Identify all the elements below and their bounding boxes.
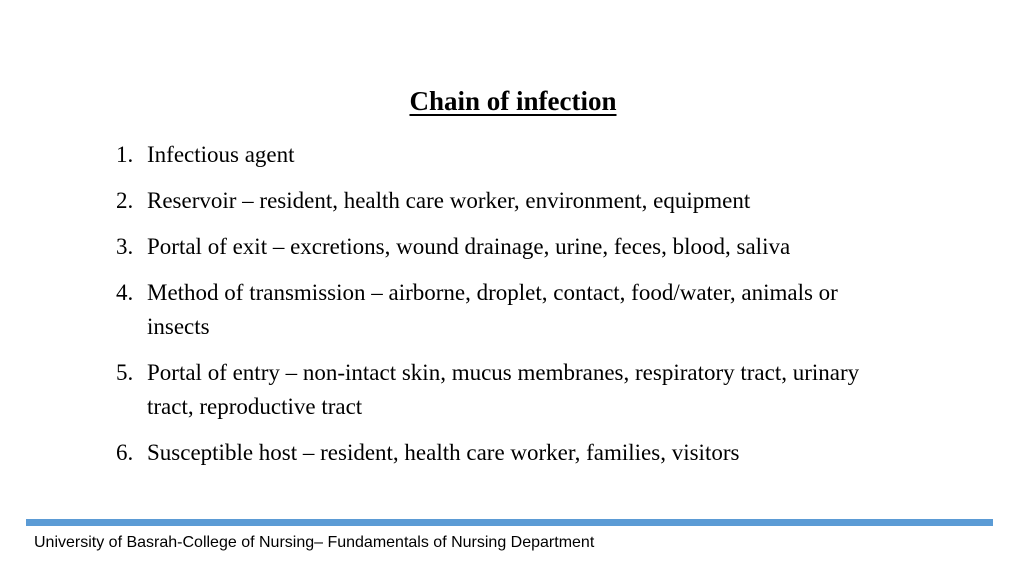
- list-item-text: Reservoir – resident, health care worker, environment, equipment: [147, 188, 751, 213]
- list-item: [116, 356, 906, 424]
- list-item: [116, 184, 906, 218]
- list-item-text: Portal of entry – non-intact skin, mucus membranes, respiratory tract, urinary tract, reproductive tract: [147, 360, 860, 419]
- footer-text: University of Basrah-College of Nursing– Fundamentals of Nursing Department: [34, 534, 595, 551]
- list-item-number: 3.: [116, 234, 134, 259]
- list-item: [116, 436, 906, 470]
- list-item-number: 1.: [116, 142, 134, 167]
- list-item: [116, 138, 906, 172]
- list-item: [116, 276, 906, 344]
- list-item-number: 6.: [116, 440, 134, 465]
- numbered-list: [116, 138, 906, 482]
- list-item-number: 5.: [116, 360, 134, 385]
- list-item-text: Susceptible host – resident, health care worker, families, visitors: [147, 440, 740, 465]
- footer-divider-bar: [26, 519, 993, 526]
- list-item-text: Infectious agent: [147, 142, 295, 167]
- list-item: [116, 230, 906, 264]
- list-item-text: Portal of exit – excretions, wound drainage, urine, feces, blood, saliva: [147, 234, 791, 259]
- list-item-number: 2.: [116, 188, 134, 213]
- slide-title-text: Chain of infection: [409, 86, 617, 116]
- list-item-text: Method of transmission – airborne, droplet, contact, food/water, animals or insects: [147, 280, 838, 339]
- list-item-number: 4.: [116, 280, 134, 305]
- slide-title: [0, 86, 1024, 117]
